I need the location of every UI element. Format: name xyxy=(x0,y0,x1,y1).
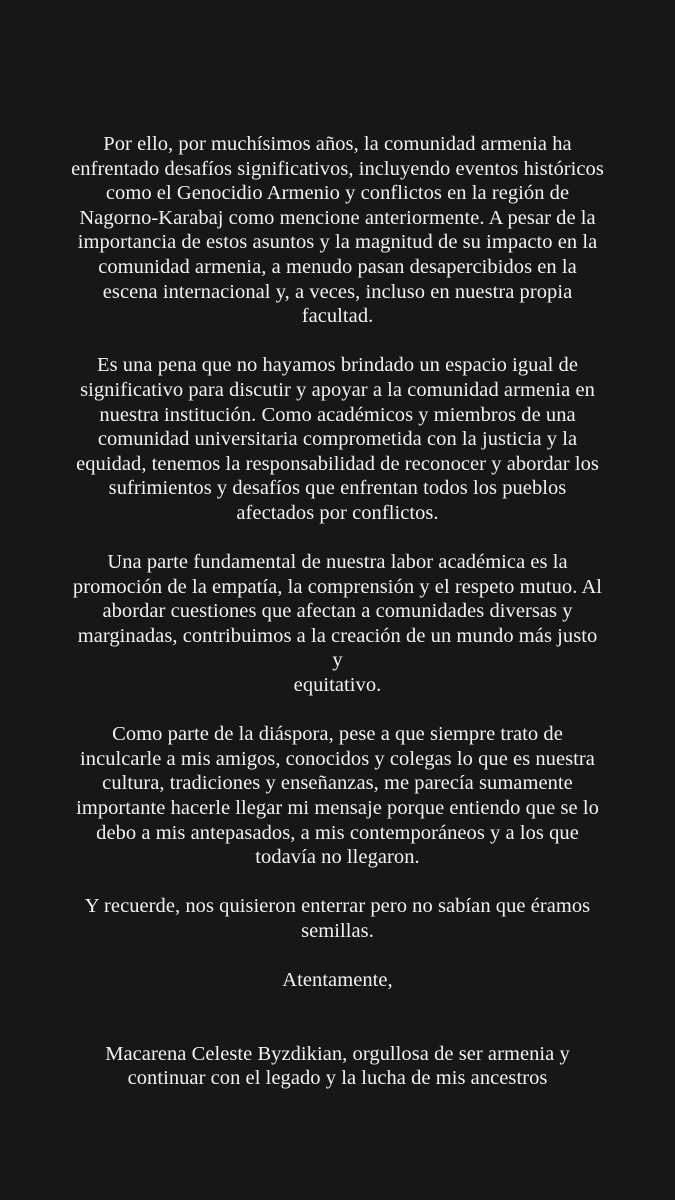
text-line: semillas. xyxy=(301,920,374,942)
text-line: significativo para discutir y apoyar a la comunidad armenia en xyxy=(80,378,595,401)
paragraph-1 xyxy=(70,132,605,329)
text-line: marginadas, contribuimos a la creación de un mundo más justo y xyxy=(77,624,598,672)
text-line: nuestra institución. Como académicos y miembros de una xyxy=(99,403,576,426)
text-line: equidad, tenemos la responsabilidad de reconocer y abordar los xyxy=(76,452,599,475)
text-line: importante hacerle llegar mi mensaje porque entiendo que se lo xyxy=(76,797,599,820)
text-line: Nagorno-Karabaj como mencione anteriormente. A pesar de la xyxy=(79,206,596,229)
paragraph-2 xyxy=(70,353,605,525)
text-line: enfrentado desafíos significativos, incluyendo eventos históricos xyxy=(71,157,604,180)
text-line: Macarena Celeste Byzdikian, orgullosa de ser armenia y xyxy=(105,1042,570,1065)
text-line: continuar con el legado y la lucha de mis ancestros xyxy=(127,1067,548,1090)
closing-line xyxy=(70,968,605,993)
text-line: inculcarle a mis amigos, conocidos y colegas lo que es nuestra xyxy=(80,747,595,770)
text-line: afectados por conflictos. xyxy=(236,501,439,524)
text-line: comunidad armenia, a menudo pasan desapercibidos en la xyxy=(98,255,577,278)
text-line: promoción de la empatía, la comprensión y el respeto mutuo. Al xyxy=(72,575,603,598)
text-line: debo a mis antepasados, a mis contemporáneos y a los que xyxy=(96,821,579,844)
text-line: comunidad universitaria comprometida con la justicia y la xyxy=(97,428,578,451)
text-line: escena internacional y, a veces, incluso en nuestra propia xyxy=(102,280,573,303)
text-line: Y recuerde, nos quisieron enterrar pero no sabían que éramos xyxy=(84,895,591,918)
paragraph-3 xyxy=(70,550,605,698)
text-line: Una parte fundamental de nuestra labor académica es la xyxy=(107,551,568,574)
text-line: Por ello, por muchísimos años, la comunidad armenia ha xyxy=(103,133,572,155)
text-line: sufrimientos y desafíos que enfrentan todos los pueblos xyxy=(108,477,567,500)
paragraph-4 xyxy=(70,722,605,870)
text-line: Como parte de la diáspora, pese a que siempre trato de xyxy=(112,723,563,746)
text-line: equitativo. xyxy=(293,674,382,697)
text-line: facultad. xyxy=(301,305,374,328)
text-line: Atentamente, xyxy=(282,969,393,992)
text-line: todavía no llegaron. xyxy=(255,846,420,869)
text-line: Es una pena que no hayamos brindado un espacio igual de xyxy=(97,354,578,377)
story-text-body xyxy=(0,132,675,1116)
paragraph-5 xyxy=(70,894,605,943)
signature xyxy=(70,1042,605,1091)
text-line: como el Genocidio Armenio y conflictos en la región de xyxy=(105,182,570,205)
text-line: cultura, tradiciones y enseñanzas, me parecía sumamente xyxy=(102,772,573,795)
text-line: abordar cuestiones que afectan a comunidades diversas y xyxy=(102,600,573,623)
text-line: importancia de estos asuntos y la magnitud de su impacto en la xyxy=(77,231,598,254)
